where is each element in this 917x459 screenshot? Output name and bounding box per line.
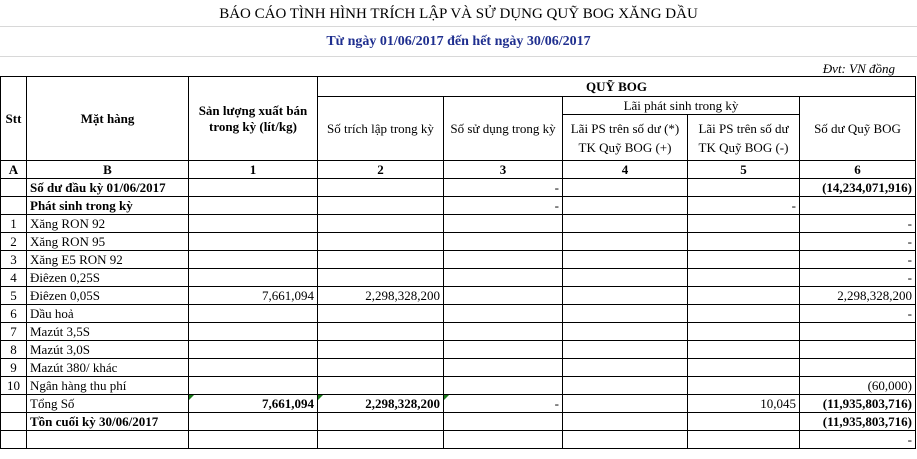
row-so-du bbox=[800, 197, 916, 215]
table-row bbox=[1, 179, 916, 197]
col-index-1: 1 bbox=[189, 161, 318, 179]
row-su-dung: - bbox=[444, 395, 563, 413]
table-row bbox=[1, 233, 916, 251]
row-trich-lap bbox=[318, 323, 444, 341]
header-lai-ps-am: Lãi PS trên số dư TK Quỹ BOG (-) bbox=[688, 115, 800, 161]
col-index-b: B bbox=[27, 161, 189, 179]
header-so-trich-lap: Số trích lập trong kỳ bbox=[318, 97, 444, 161]
table-row bbox=[1, 287, 916, 305]
row-so-du bbox=[800, 323, 916, 341]
row-lai-ps-duong bbox=[563, 233, 688, 251]
row-trich-lap bbox=[318, 197, 444, 215]
grid-line bbox=[0, 56, 917, 57]
row-su-dung: - bbox=[444, 197, 563, 215]
row-san-luong bbox=[189, 269, 318, 287]
row-lai-ps-am bbox=[688, 215, 800, 233]
row-name: Dầu hoả bbox=[27, 305, 189, 323]
row-lai-ps-am bbox=[688, 323, 800, 341]
row-san-luong bbox=[189, 359, 318, 377]
row-trich-lap bbox=[318, 215, 444, 233]
row-lai-ps-duong bbox=[563, 251, 688, 269]
bog-report-table bbox=[0, 76, 916, 449]
row-trich-lap bbox=[318, 431, 444, 449]
row-san-luong: 7,661,094 bbox=[189, 287, 318, 305]
row-lai-ps-duong bbox=[563, 413, 688, 431]
row-lai-ps-duong bbox=[563, 395, 688, 413]
row-name: Mazút 3,5S bbox=[27, 323, 189, 341]
row-stt: 7 bbox=[1, 323, 27, 341]
row-lai-ps-am bbox=[688, 251, 800, 269]
row-name: Xăng E5 RON 92 bbox=[27, 251, 189, 269]
col-index-2: 2 bbox=[318, 161, 444, 179]
col-index-3: 3 bbox=[444, 161, 563, 179]
row-san-luong bbox=[189, 323, 318, 341]
row-trich-lap: 2,298,328,200 bbox=[318, 287, 444, 305]
report-title: BÁO CÁO TÌNH HÌNH TRÍCH LẬP VÀ SỬ DỤNG QUỸ BOG XĂNG DẦU bbox=[219, 6, 698, 22]
row-so-du: - bbox=[800, 431, 916, 449]
header-so-su-dung: Số sử dụng trong kỳ bbox=[444, 97, 563, 161]
row-name: Ngân hàng thu phí bbox=[27, 377, 189, 395]
row-stt: 10 bbox=[1, 377, 27, 395]
row-trich-lap bbox=[318, 413, 444, 431]
row-stt bbox=[1, 197, 27, 215]
row-stt bbox=[1, 413, 27, 431]
row-san-luong bbox=[189, 341, 318, 359]
row-stt bbox=[1, 395, 27, 413]
row-name: Xăng RON 92 bbox=[27, 215, 189, 233]
row-trich-lap bbox=[318, 341, 444, 359]
row-su-dung bbox=[444, 215, 563, 233]
row-name: Mazút 380/ khác bbox=[27, 359, 189, 377]
row-name: Tổng Số bbox=[27, 395, 189, 413]
row-trich-lap bbox=[318, 269, 444, 287]
row-san-luong bbox=[189, 197, 318, 215]
row-stt: 8 bbox=[1, 341, 27, 359]
table-row bbox=[1, 305, 916, 323]
row-lai-ps-am: 10,045 bbox=[688, 395, 800, 413]
row-lai-ps-duong bbox=[563, 179, 688, 197]
row-lai-ps-am bbox=[688, 431, 800, 449]
row-stt bbox=[1, 431, 27, 449]
row-su-dung bbox=[444, 377, 563, 395]
row-stt: 4 bbox=[1, 269, 27, 287]
row-stt: 9 bbox=[1, 359, 27, 377]
row-lai-ps-am bbox=[688, 287, 800, 305]
row-su-dung: - bbox=[444, 179, 563, 197]
table-row bbox=[1, 323, 916, 341]
table-row bbox=[1, 251, 916, 269]
row-stt: 3 bbox=[1, 251, 27, 269]
row-lai-ps-am bbox=[688, 305, 800, 323]
row-stt: 1 bbox=[1, 215, 27, 233]
header-so-du: Số dư Quỹ BOG bbox=[800, 97, 916, 161]
table-row bbox=[1, 431, 916, 449]
header-mat-hang: Mặt hàng bbox=[27, 77, 189, 161]
row-so-du bbox=[800, 341, 916, 359]
row-trich-lap bbox=[318, 251, 444, 269]
row-lai-ps-am bbox=[688, 359, 800, 377]
row-name: Xăng RON 95 bbox=[27, 233, 189, 251]
table-body bbox=[1, 179, 916, 449]
row-lai-ps-duong bbox=[563, 215, 688, 233]
row-san-luong bbox=[189, 215, 318, 233]
row-trich-lap bbox=[318, 305, 444, 323]
header-lai-phat-sinh: Lãi phát sinh trong kỳ bbox=[563, 97, 800, 115]
row-su-dung bbox=[444, 251, 563, 269]
row-san-luong: 7,661,094 bbox=[189, 395, 318, 413]
row-stt: 2 bbox=[1, 233, 27, 251]
row-su-dung bbox=[444, 359, 563, 377]
row-lai-ps-am bbox=[688, 341, 800, 359]
row-lai-ps-duong bbox=[563, 377, 688, 395]
col-index-a: A bbox=[1, 161, 27, 179]
row-so-du: (14,234,071,916) bbox=[800, 179, 916, 197]
row-lai-ps-duong bbox=[563, 431, 688, 449]
report-subtitle: Từ ngày 01/06/2017 đến hết ngày 30/06/2017 bbox=[326, 34, 591, 49]
row-su-dung bbox=[444, 341, 563, 359]
row-san-luong bbox=[189, 431, 318, 449]
table-row bbox=[1, 341, 916, 359]
row-trich-lap bbox=[318, 377, 444, 395]
row-trich-lap bbox=[318, 179, 444, 197]
header-lai-ps-duong: Lãi PS trên số dư (*) TK Quỹ BOG (+) bbox=[563, 115, 688, 161]
row-trich-lap bbox=[318, 233, 444, 251]
row-trich-lap: 2,298,328,200 bbox=[318, 395, 444, 413]
row-name: Điêzen 0,25S bbox=[27, 269, 189, 287]
row-su-dung bbox=[444, 287, 563, 305]
table-row bbox=[1, 359, 916, 377]
table-row bbox=[1, 197, 916, 215]
row-lai-ps-am bbox=[688, 179, 800, 197]
row-lai-ps-am bbox=[688, 269, 800, 287]
table-row bbox=[1, 215, 916, 233]
row-so-du: - bbox=[800, 215, 916, 233]
row-lai-ps-duong bbox=[563, 269, 688, 287]
col-index-6: 6 bbox=[800, 161, 916, 179]
row-so-du bbox=[800, 359, 916, 377]
table-row bbox=[1, 413, 916, 431]
row-lai-ps-duong bbox=[563, 323, 688, 341]
row-lai-ps-duong bbox=[563, 341, 688, 359]
row-stt bbox=[1, 179, 27, 197]
row-lai-ps-am bbox=[688, 233, 800, 251]
header-stt: Stt bbox=[1, 77, 27, 161]
row-lai-ps-duong bbox=[563, 305, 688, 323]
row-so-du: - bbox=[800, 269, 916, 287]
row-lai-ps-duong bbox=[563, 287, 688, 305]
row-name: Phát sinh trong kỳ bbox=[27, 197, 189, 215]
row-so-du: - bbox=[800, 251, 916, 269]
header-quy-bog: QUỸ BOG bbox=[318, 77, 916, 97]
currency-unit: Đvt: VN đồng bbox=[822, 61, 895, 76]
table-row bbox=[1, 377, 916, 395]
row-san-luong bbox=[189, 251, 318, 269]
row-su-dung bbox=[444, 413, 563, 431]
row-so-du: (11,935,803,716) bbox=[800, 395, 916, 413]
row-so-du: (11,935,803,716) bbox=[800, 413, 916, 431]
row-trich-lap bbox=[318, 359, 444, 377]
row-lai-ps-am bbox=[688, 413, 800, 431]
row-su-dung bbox=[444, 431, 563, 449]
col-index-5: 5 bbox=[688, 161, 800, 179]
row-san-luong bbox=[189, 413, 318, 431]
row-su-dung bbox=[444, 305, 563, 323]
row-san-luong bbox=[189, 377, 318, 395]
row-su-dung bbox=[444, 323, 563, 341]
row-san-luong bbox=[189, 305, 318, 323]
header-san-luong: Sản lượng xuất bán trong kỳ (lít/kg) bbox=[189, 77, 318, 161]
row-lai-ps-duong bbox=[563, 359, 688, 377]
row-stt: 5 bbox=[1, 287, 27, 305]
row-su-dung bbox=[444, 269, 563, 287]
row-so-du: - bbox=[800, 305, 916, 323]
row-name bbox=[27, 431, 189, 449]
row-lai-ps-am: - bbox=[688, 197, 800, 215]
col-index-4: 4 bbox=[563, 161, 688, 179]
row-san-luong bbox=[189, 179, 318, 197]
row-lai-ps-duong bbox=[563, 197, 688, 215]
grid-line bbox=[0, 26, 917, 27]
row-so-du: (60,000) bbox=[800, 377, 916, 395]
table-row bbox=[1, 395, 916, 413]
row-so-du: 2,298,328,200 bbox=[800, 287, 916, 305]
row-name: Số dư đầu kỳ 01/06/2017 bbox=[27, 179, 189, 197]
row-su-dung bbox=[444, 233, 563, 251]
table-row bbox=[1, 269, 916, 287]
row-so-du: - bbox=[800, 233, 916, 251]
row-stt: 6 bbox=[1, 305, 27, 323]
row-name: Mazút 3,0S bbox=[27, 341, 189, 359]
row-san-luong bbox=[189, 233, 318, 251]
row-lai-ps-am bbox=[688, 377, 800, 395]
row-name: Điêzen 0,05S bbox=[27, 287, 189, 305]
row-name: Tồn cuối kỳ 30/06/2017 bbox=[27, 413, 189, 431]
